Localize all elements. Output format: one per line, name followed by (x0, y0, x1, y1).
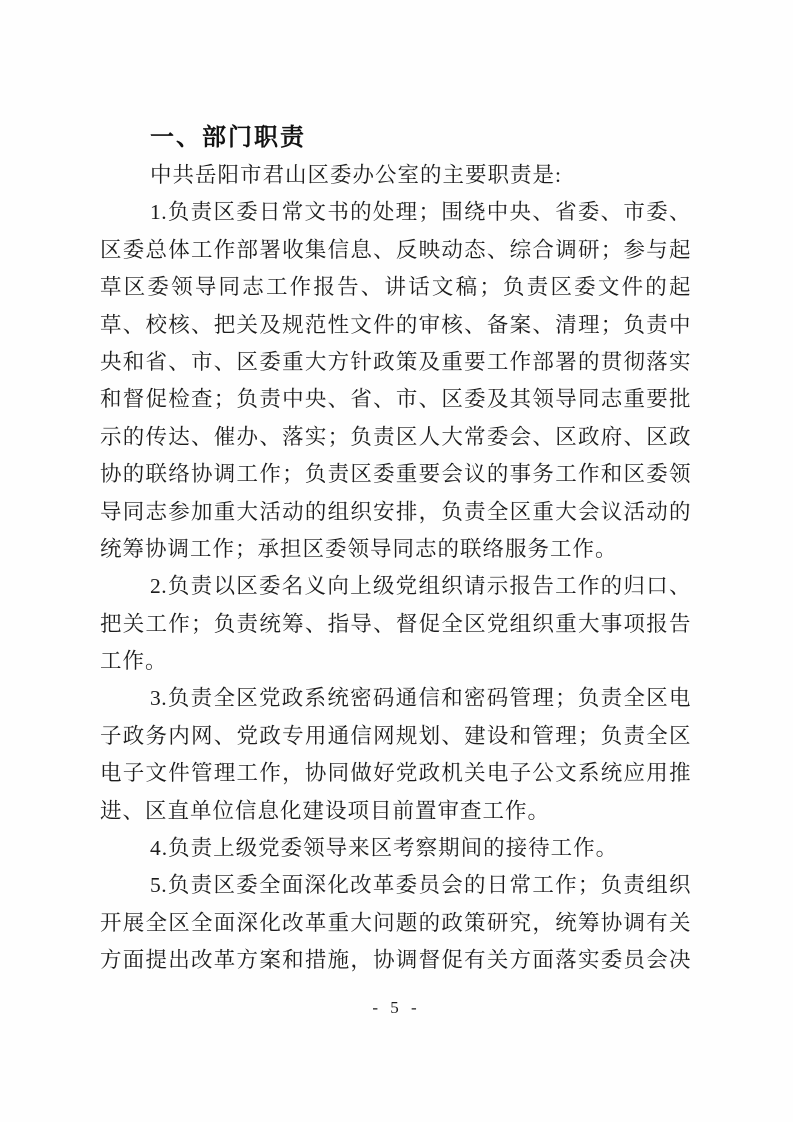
text-line: 方面提出改革方案和措施，协调督促有关方面落实委员会决 (100, 948, 691, 973)
text-line: 工作。 (100, 649, 168, 674)
text-line: 开展全区全面深化改革重大问题的政策研究，统筹协调有关 (100, 910, 691, 935)
text-line: 区委总体工作部署收集信息、反映动态、综合调研；参与起 (100, 237, 691, 262)
text-line: 导同志参加重大活动的组织安排，负责全区重大会议活动的 (100, 499, 691, 524)
text-line: 1.负责区委日常文书的处理；围绕中央、省委、市委、 (150, 200, 691, 225)
text-line: 草区委领导同志工作报告、讲话文稿；负责区委文件的起 (100, 275, 691, 300)
text-line: 把关工作；负责统筹、指导、督促全区党组织重大事项报告 (100, 611, 691, 636)
text-line: 示的传达、催办、落实；负责区人大常委会、区政府、区政 (100, 424, 691, 449)
text-line: 和督促检查；负责中央、省、市、区委及其领导同志重要批 (100, 387, 691, 412)
document-body (100, 119, 691, 980)
text-line: 央和省、市、区委重大方针政策及重要工作部署的贯彻落实 (100, 349, 691, 374)
document-lines (100, 157, 691, 980)
section-heading: 一、部门职责 (150, 124, 306, 151)
text-line: 5.负责区委全面深化改革委员会的日常工作；负责组织 (150, 873, 691, 898)
text-line: 4.负责上级党委领导来区考察期间的接待工作。 (150, 836, 619, 861)
text-line: 协的联络协调工作；负责区委重要会议的事务工作和区委领 (100, 462, 691, 487)
text-line: 统筹协调工作；承担区委领导同志的联络服务工作。 (100, 536, 618, 561)
page-number: - 5 - (372, 998, 421, 1017)
text-line: 子政务内网、党政专用通信网规划、建设和管理；负责全区 (100, 723, 691, 748)
text-line: 进、区直单位信息化建设项目前置审查工作。 (100, 798, 551, 823)
text-line: 草、校核、把关及规范性文件的审核、备案、清理；负责中 (100, 312, 691, 337)
text-line: 3.负责全区党政系统密码通信和密码管理；负责全区电 (150, 686, 691, 711)
text-line: 电子文件管理工作，协同做好党政机关电子公文系统应用推 (100, 761, 691, 786)
text-line: 2.负责以区委名义向上级党组织请示报告工作的归口、 (150, 574, 691, 599)
text-line: 中共岳阳市君山区委办公室的主要职责是: (150, 163, 562, 187)
